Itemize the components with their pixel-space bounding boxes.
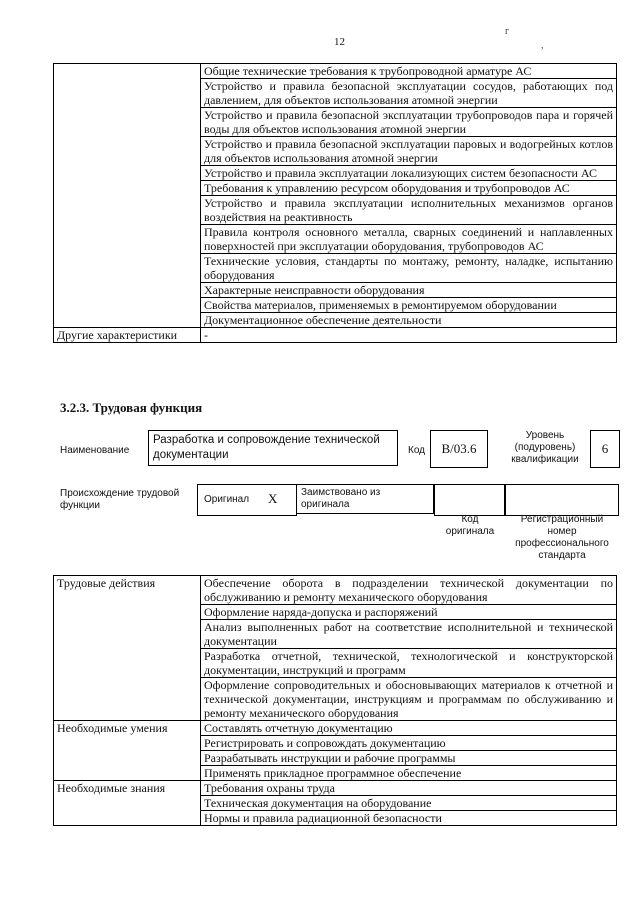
row-item: Регистрировать и сопровождать документацию — [201, 736, 617, 751]
row-item: Разработка отчетной, технической, технологической и конструкторской документации, инструкций и программ — [201, 649, 617, 678]
row-item: Устройство и правила эксплуатации локализующих систем безопасности АС — [201, 166, 617, 181]
row-item: Разрабатывать инструкции и рабочие программы — [201, 751, 617, 766]
row-item: Технические условия, стандарты по монтажу, ремонту, наладке, испытанию оборудования — [201, 254, 617, 283]
row-item: Применять прикладное программное обеспечение — [201, 766, 617, 781]
row-item: Общие технические требования к трубопроводной арматуре АС — [201, 64, 617, 79]
row-item: Документационное обеспечение деятельности — [201, 313, 617, 328]
code-caption: Код оригинала — [445, 514, 495, 537]
table-row — [54, 328, 617, 343]
row-item: Устройство и правила безопасной эксплуатации паровых и водогрейных котлов для объектов использования атомной энергии — [201, 137, 617, 166]
table-row — [54, 781, 617, 796]
row-item: Требования к управлению ресурсом оборудования и трубопроводов АС — [201, 181, 617, 196]
code-label: Код — [408, 445, 426, 456]
row-label: Необходимые умения — [54, 721, 201, 781]
table-row — [54, 721, 617, 736]
row-item: Составлять отчетную документацию — [201, 721, 617, 736]
name-label: Наименование — [60, 445, 130, 456]
row-item: Оформление наряда-допуска и распоряжений — [201, 605, 617, 620]
row-label: Другие характеристики — [54, 328, 201, 343]
original-check-mark: X — [268, 491, 278, 506]
origin-label: Происхождение трудовой функции — [60, 488, 180, 511]
corner-mark-right: , — [541, 40, 544, 51]
row-item: Оформление сопроводительных и обосновывающих материалов к отчетной и технической документации, инструкциям и программам по обслуживанию и ремонту механического оборудования — [201, 678, 617, 721]
origin-borrowed-cell: Заимствовано из оригинала — [296, 484, 434, 514]
row-label — [54, 64, 201, 328]
row-item: Анализ выполненных работ на соответствие исполнительной и технической документации — [201, 620, 617, 649]
table-row — [54, 576, 617, 605]
row-item: Свойства материалов, применяемых в ремонтируемом оборудовании — [201, 298, 617, 313]
labor-function-table — [53, 575, 617, 826]
row-item: Обеспечение оборота в подразделении технической документации по обслуживанию и ремонту механического оборудования — [201, 576, 617, 605]
original-label: Оригинал — [204, 494, 250, 505]
registration-caption: Регистрационный номер профессионального стандарта — [515, 514, 609, 561]
row-label: Необходимые знания — [54, 781, 201, 826]
function-code-box: B/03.6 — [430, 430, 488, 468]
function-name-box: Разработка и сопровождение технической документации — [148, 430, 398, 466]
row-item: - — [201, 328, 617, 343]
registration-number-cell — [504, 484, 619, 516]
table-row — [54, 64, 617, 79]
corner-mark-left: г — [505, 26, 510, 37]
row-item: Характерные неисправности оборудования — [201, 283, 617, 298]
row-item: Устройство и правила безопасной эксплуатации трубопроводов пара и горячей воды для объектов использования атомной энергии — [201, 108, 617, 137]
row-item: Устройство и правила безопасной эксплуатации сосудов, работающих под давлением, для объектов использования атомной энергии — [201, 79, 617, 108]
row-item: Требования охраны труда — [201, 781, 617, 796]
row-item: Техническая документация на оборудование — [201, 796, 617, 811]
section-title: 3.2.3. Трудовая функция — [60, 400, 203, 415]
page-number: 12 — [334, 36, 345, 48]
knowledge-table — [53, 63, 617, 343]
origin-original-cell — [197, 484, 297, 516]
origin-code-cell — [434, 484, 506, 516]
row-label: Трудовые действия — [54, 576, 201, 721]
row-item: Правила контроля основного металла, сварных соединений и наплавленных поверхностей при эксплуатации оборудования, трубопроводов АС — [201, 225, 617, 254]
row-item: Устройство и правила эксплуатации исполнительных механизмов органов воздействия на реактивность — [201, 196, 617, 225]
row-item: Нормы и правила радиационной безопасности — [201, 811, 617, 826]
qualification-level-box: 6 — [590, 430, 620, 468]
level-label: Уровень (подуровень) квалификации — [511, 430, 579, 465]
